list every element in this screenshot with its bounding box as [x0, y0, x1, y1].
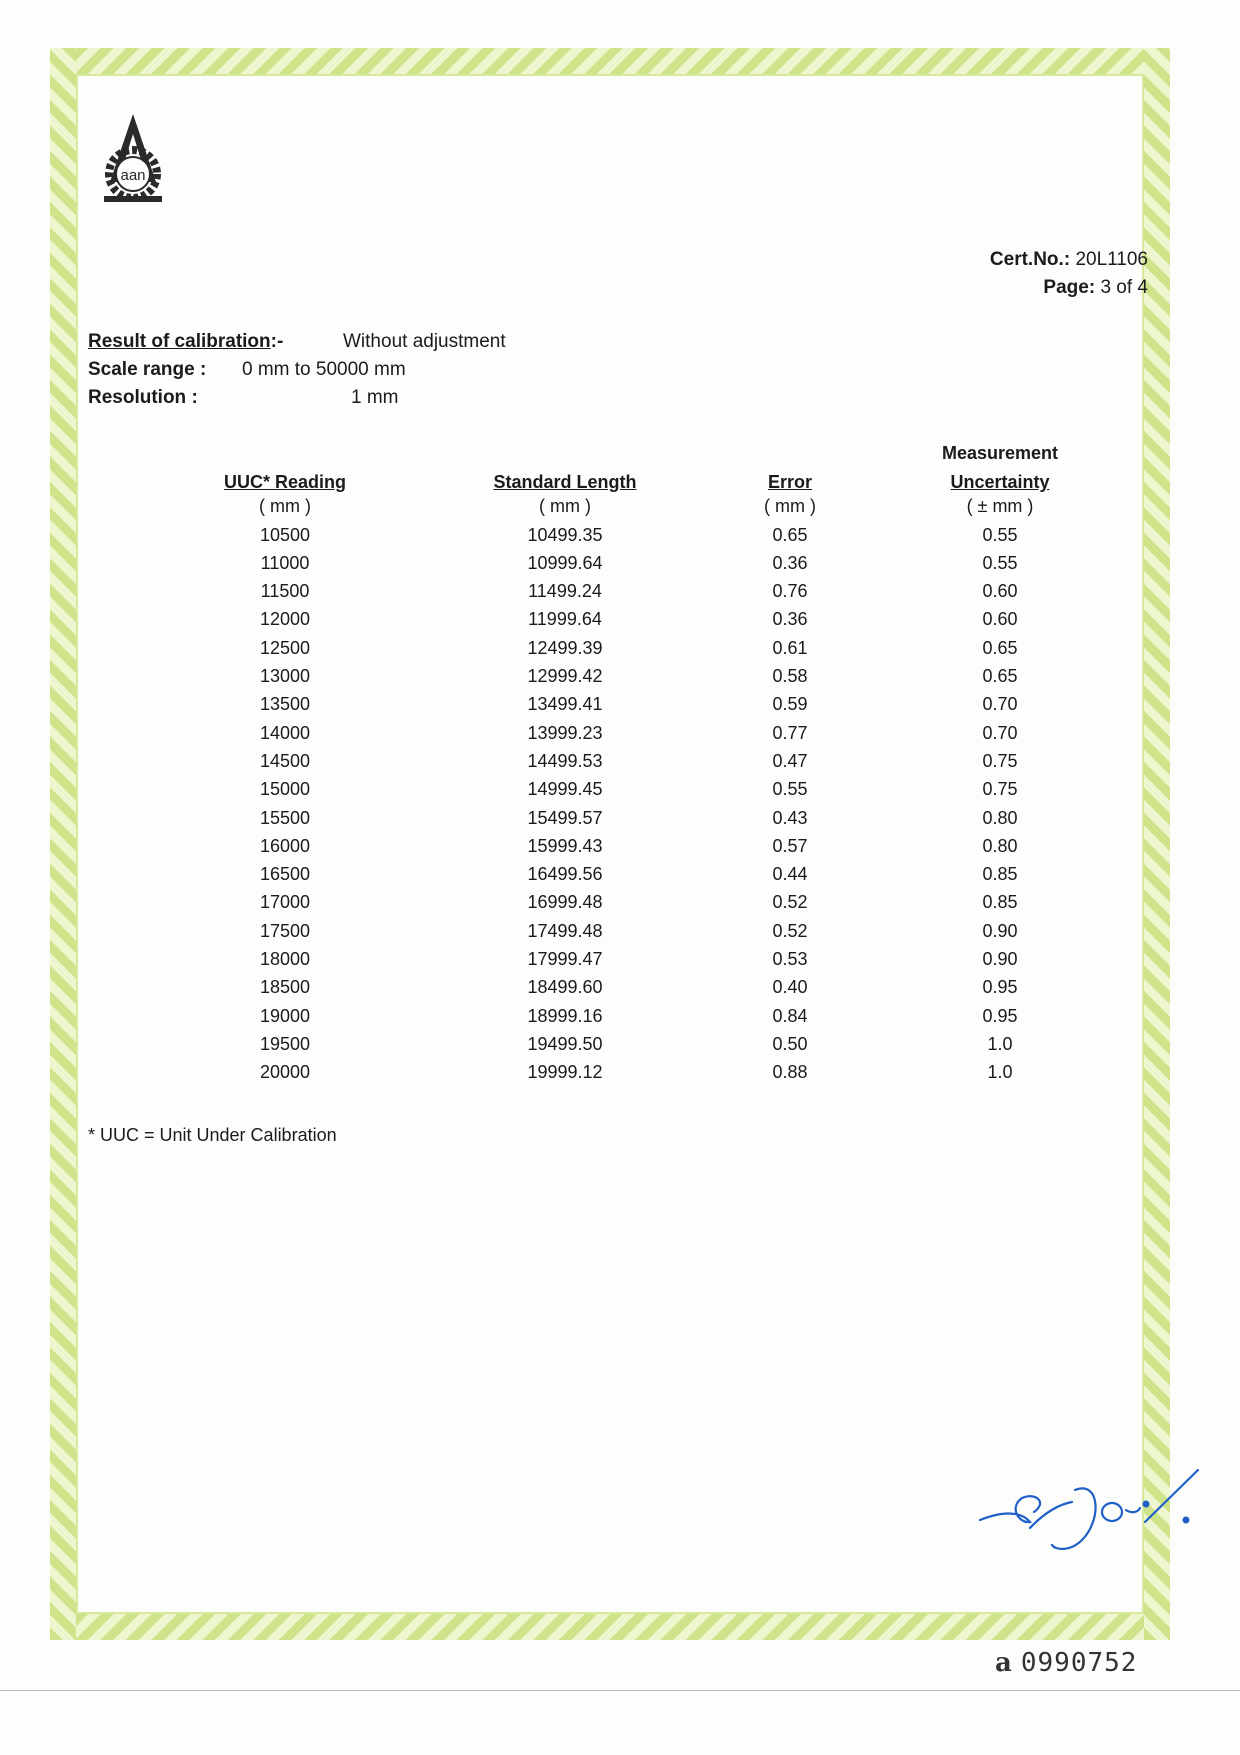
cell-uncertainty: 0.65	[982, 637, 1018, 658]
cell-uuc-reading: 18000	[259, 948, 311, 969]
cell-standard-length: 14499.53	[527, 750, 603, 771]
header-error	[730, 464, 850, 492]
cell-error: 0.88	[772, 1062, 808, 1083]
cert-info	[990, 246, 1148, 302]
table-row	[170, 747, 1150, 775]
cell-standard-length: 12999.42	[527, 666, 603, 687]
cell-standard-length: 16999.48	[527, 892, 603, 913]
scale-value: 0 mm to 50000 mm	[242, 359, 406, 380]
table-row	[170, 606, 1150, 634]
cell-uncertainty: 0.95	[982, 1005, 1018, 1026]
cell-uuc-reading: 15000	[259, 779, 311, 800]
cell-standard-length: 19499.50	[527, 1033, 603, 1054]
cell-standard-length: 13999.23	[527, 722, 603, 743]
header-standard-length	[400, 464, 730, 492]
page-edge-line	[0, 1690, 1240, 1691]
cell-uuc-reading: 20000	[259, 1062, 311, 1083]
cell-error: 0.77	[772, 722, 808, 743]
cell-standard-length: 16499.56	[527, 864, 603, 885]
cell-error: 0.59	[772, 694, 808, 715]
table-row	[170, 691, 1150, 719]
table-body	[170, 521, 1150, 1087]
cell-error: 0.84	[772, 1005, 808, 1026]
cell-uncertainty: 0.65	[982, 666, 1018, 687]
cell-uuc-reading: 11000	[260, 552, 310, 573]
table-header-row	[170, 464, 1150, 492]
cell-uncertainty: 0.75	[982, 750, 1018, 771]
cell-standard-length: 17499.48	[527, 920, 603, 941]
cell-standard-length: 12499.39	[527, 637, 603, 658]
unit-uuc: ( mm )	[259, 496, 311, 517]
header-error-label: Error	[767, 471, 812, 492]
serial-value: 0990752	[1020, 1648, 1138, 1678]
table-row	[170, 634, 1150, 662]
table-row	[170, 549, 1150, 577]
table-unit-row	[170, 493, 1150, 521]
cell-error: 0.76	[772, 581, 808, 602]
resolution-value: 1 mm	[351, 387, 399, 408]
cell-uuc-reading: 10500	[259, 524, 311, 545]
cell-uuc-reading: 14500	[259, 750, 311, 771]
cell-error: 0.44	[772, 864, 808, 885]
cell-standard-length: 18999.16	[527, 1005, 603, 1026]
cell-uuc-reading: 16000	[259, 835, 311, 856]
table-row	[170, 776, 1150, 804]
cert-number-label: Cert.No.:	[989, 249, 1071, 270]
unit-error: ( mm )	[764, 496, 816, 517]
result-label-suffix: :-	[270, 331, 284, 352]
table-row	[170, 860, 1150, 888]
cell-uncertainty: 0.60	[982, 581, 1018, 602]
cell-standard-length: 10999.64	[527, 552, 603, 573]
signature	[960, 1450, 1210, 1590]
page-line	[990, 274, 1148, 302]
resolution-label: Resolution :	[88, 387, 198, 408]
cell-uuc-reading: 12500	[259, 637, 311, 658]
cert-number-line	[990, 246, 1148, 274]
table-row	[170, 1059, 1150, 1087]
cell-uncertainty: 0.80	[982, 807, 1018, 828]
header-uuc-reading	[170, 464, 400, 492]
header-uuc-reading-label: UUC* Reading	[223, 471, 346, 492]
cell-error: 0.65	[772, 524, 808, 545]
header-top-3	[730, 436, 850, 464]
cell-uuc-reading: 19500	[259, 1033, 311, 1054]
cell-uuc-reading: 16500	[259, 864, 311, 885]
cell-uncertainty: 0.70	[982, 722, 1018, 743]
cell-uncertainty: 0.80	[982, 835, 1018, 856]
result-label-wrap	[88, 328, 283, 356]
result-value: Without adjustment	[343, 331, 506, 352]
result-label: Result of calibration	[88, 331, 271, 352]
table-row	[170, 521, 1150, 549]
table-row	[170, 577, 1150, 605]
cell-error: 0.58	[772, 666, 808, 687]
table-row	[170, 719, 1150, 747]
table-row	[170, 832, 1150, 860]
cell-uncertainty: 1.0	[987, 1033, 1013, 1054]
cell-uuc-reading: 17000	[259, 892, 311, 913]
cell-uuc-reading: 13500	[259, 694, 311, 715]
scale-label: Scale range :	[88, 359, 207, 380]
cell-standard-length: 18499.60	[527, 977, 603, 998]
cell-standard-length: 11499.24	[528, 581, 602, 602]
cell-standard-length: 15499.57	[527, 807, 603, 828]
border-left	[50, 48, 76, 1640]
cell-error: 0.52	[772, 892, 808, 913]
cell-error: 0.40	[772, 977, 808, 998]
table-header-top-row	[170, 436, 1150, 464]
table-row	[170, 1030, 1150, 1058]
cell-uuc-reading: 14000	[259, 722, 311, 743]
cell-standard-length: 10499.35	[527, 524, 603, 545]
table-row	[170, 662, 1150, 690]
cert-number-value: 20L1106	[1075, 249, 1148, 270]
header-top-4: Measurement	[941, 443, 1059, 464]
header-top-1	[170, 436, 400, 464]
border-top	[50, 48, 1170, 74]
cell-uncertainty: 0.90	[982, 948, 1018, 969]
cell-uncertainty: 0.75	[982, 779, 1018, 800]
serial-number	[995, 1648, 1137, 1678]
cell-uncertainty: 0.95	[982, 977, 1018, 998]
cell-uuc-reading: 13000	[259, 666, 311, 687]
cell-error: 0.55	[772, 779, 808, 800]
company-logo	[98, 112, 168, 204]
logo-text: aan	[120, 167, 146, 184]
cell-standard-length: 17999.47	[527, 948, 603, 969]
cell-standard-length: 15999.43	[527, 835, 603, 856]
table-row	[170, 917, 1150, 945]
table-row	[170, 945, 1150, 973]
footnote: * UUC = Unit Under Calibration	[88, 1125, 337, 1145]
header-uncertainty-label: Uncertainty	[950, 471, 1050, 492]
cell-error: 0.52	[772, 920, 808, 941]
page-value: 3 of 4	[1100, 277, 1148, 298]
cell-uuc-reading: 12000	[259, 609, 311, 630]
table-row	[170, 1002, 1150, 1030]
cell-uuc-reading: 15500	[259, 807, 311, 828]
cell-error: 0.47	[772, 750, 808, 771]
cell-error: 0.36	[772, 609, 808, 630]
serial-prefix: a	[995, 1648, 1013, 1678]
cell-standard-length: 14999.45	[527, 779, 603, 800]
unit-uncertainty: ( ± mm )	[966, 496, 1034, 517]
cell-uuc-reading: 19000	[259, 1005, 311, 1026]
table-row	[170, 974, 1150, 1002]
calibration-table	[170, 436, 1150, 1087]
cell-uncertainty: 1.0	[987, 1062, 1013, 1083]
cell-uuc-reading: 17500	[259, 920, 311, 941]
cell-uncertainty: 0.55	[982, 524, 1018, 545]
table-row	[170, 804, 1150, 832]
cell-uncertainty: 0.85	[982, 892, 1018, 913]
cell-standard-length: 11999.64	[528, 609, 602, 630]
cell-uncertainty: 0.55	[982, 552, 1018, 573]
unit-standard: ( mm )	[539, 496, 591, 517]
cell-standard-length: 13499.41	[527, 694, 603, 715]
header-uncertainty	[850, 464, 1150, 492]
cell-uncertainty: 0.90	[982, 920, 1018, 941]
cell-error: 0.43	[772, 807, 808, 828]
cell-uuc-reading: 18500	[259, 977, 311, 998]
cell-uncertainty: 0.85	[982, 864, 1018, 885]
page-label: Page:	[1043, 277, 1096, 298]
cell-error: 0.57	[772, 835, 808, 856]
cell-error: 0.36	[772, 552, 808, 573]
cell-uncertainty: 0.70	[982, 694, 1018, 715]
cell-error: 0.61	[772, 637, 808, 658]
cell-error: 0.50	[772, 1033, 808, 1054]
table-row	[170, 889, 1150, 917]
cell-error: 0.53	[772, 948, 808, 969]
cell-uncertainty: 0.60	[982, 609, 1018, 630]
header-standard-length-label: Standard Length	[493, 471, 637, 492]
border-bottom	[50, 1614, 1170, 1640]
cell-uuc-reading: 11500	[260, 581, 310, 602]
header-top-2	[400, 436, 730, 464]
cell-standard-length: 19999.12	[527, 1062, 603, 1083]
